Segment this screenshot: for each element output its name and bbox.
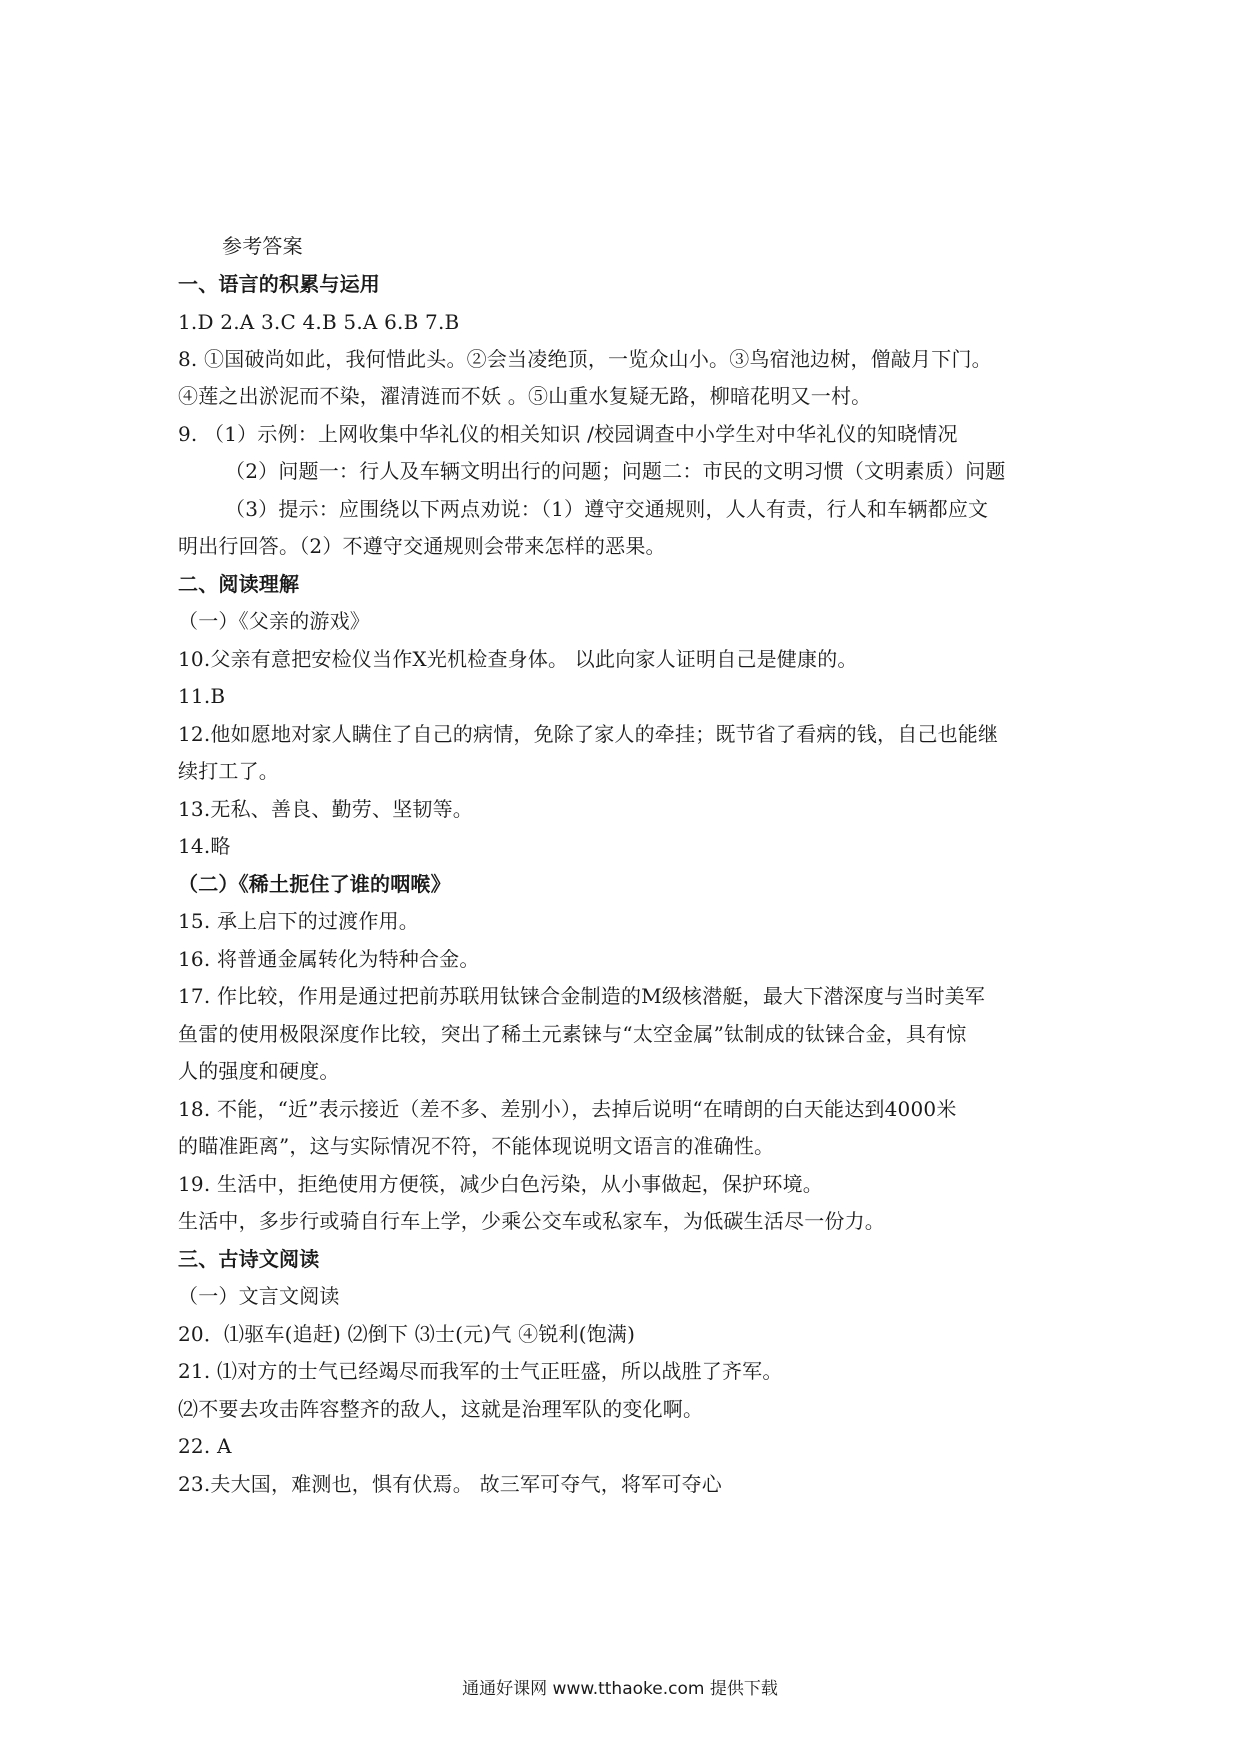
- answer-line: 1.D 2.A 3.C 4.B 5.A 6.B 7.B: [178, 310, 460, 334]
- answer-line: 10.父亲有意把安检仪当作X光机检查身体。 以此向家人证明自己是健康的。: [178, 647, 858, 671]
- answer-line: 15. 承上启下的过渡作用。: [178, 909, 419, 933]
- answer-line: 14.略: [178, 834, 231, 858]
- doc-title: 参考答案: [222, 234, 303, 258]
- answer-line: ④莲之出淤泥而不染，濯清涟而不妖 。⑤山重水复疑无路，柳暗花明又一村。: [178, 384, 872, 408]
- section-heading-3: 三、古诗文阅读: [178, 1247, 320, 1271]
- answer-line: 23.夫大国，难测也，惧有伏焉。 故三军可夺气，将军可夺心: [178, 1472, 722, 1496]
- page-footer: 通通好课网 www.tthaoke.com 提供下载: [462, 1679, 778, 1699]
- answer-line: 17. 作比较，作用是通过把前苏联用钛铼合金制造的M级核潜艇，最大下潜深度与当时美军: [178, 984, 986, 1008]
- answer-line: 8. ①国破尚如此，我何惜此头。②会当凌绝顶，一览众山小。③鸟宿池边树，僧敲月下门。: [178, 347, 992, 371]
- answer-line: 人的强度和硬度。: [178, 1059, 340, 1083]
- answer-line: 19. 生活中，拒绝使用方便筷，减少白色污染，从小事做起，保护环境。: [178, 1172, 823, 1196]
- answer-line: 11.B: [178, 684, 226, 708]
- subsection-heading: （一）文言文阅读: [178, 1284, 340, 1308]
- answer-line: 的瞄准距离”，这与实际情况不符，不能体现说明文语言的准确性。: [178, 1134, 775, 1158]
- answer-line: 18. 不能，“近”表示接近（差不多、差别小），去掉后说明“在晴朗的白天能达到4000米: [178, 1097, 957, 1121]
- answer-line: （2）问题一：行人及车辆文明出行的问题；问题二：市民的文明习惯（文明素质）问题: [225, 459, 1006, 483]
- answer-line: 明出行回答。（2）不遵守交通规则会带来怎样的恶果。: [178, 534, 666, 558]
- section-heading-2: 二、阅读理解: [178, 572, 300, 596]
- answer-line: 12.他如愿地对家人瞒住了自己的病情，免除了家人的牵挂；既节省了看病的钱，自己也能继: [178, 722, 999, 746]
- answer-line: （3）提示：应围绕以下两点劝说：（1）遵守交通规则，人人有责，行人和车辆都应文: [225, 497, 989, 521]
- answer-line: 16. 将普通金属转化为特种合金。: [178, 947, 480, 971]
- answer-line: 续打工了。: [178, 759, 279, 783]
- answer-line: 鱼雷的使用极限深度作比较，突出了稀土元素铼与“太空金属”钛制成的钛铼合金，具有惊: [178, 1022, 967, 1046]
- answer-line: 21. ⑴对方的士气已经竭尽而我军的士气正旺盛，所以战胜了齐军。: [178, 1359, 783, 1383]
- answer-line: ⑵不要去攻击阵容整齐的敌人，这就是治理军队的变化啊。: [178, 1397, 704, 1421]
- answer-line: 9. （1）示例：上网收集中华礼仪的相关知识 /校园调查中小学生对中华礼仪的知晓情况: [178, 422, 958, 446]
- section-heading-1: 一、语言的积累与运用: [178, 272, 380, 296]
- subsection-heading: （一）《父亲的游戏》: [178, 609, 370, 633]
- answer-line: 20．⑴驱车(追赶) ⑵倒下 ⑶士(元)气 ④锐利(饱满): [178, 1322, 636, 1346]
- subsection-heading: （二）《稀土扼住了谁的咽喉》: [178, 872, 451, 896]
- answer-line: 22. A: [178, 1434, 232, 1458]
- answer-line: 生活中，多步行或骑自行车上学，少乘公交车或私家车，为低碳生活尽一份力。: [178, 1209, 885, 1233]
- answer-line: 13.无私、善良、勤劳、坚韧等。: [178, 797, 474, 821]
